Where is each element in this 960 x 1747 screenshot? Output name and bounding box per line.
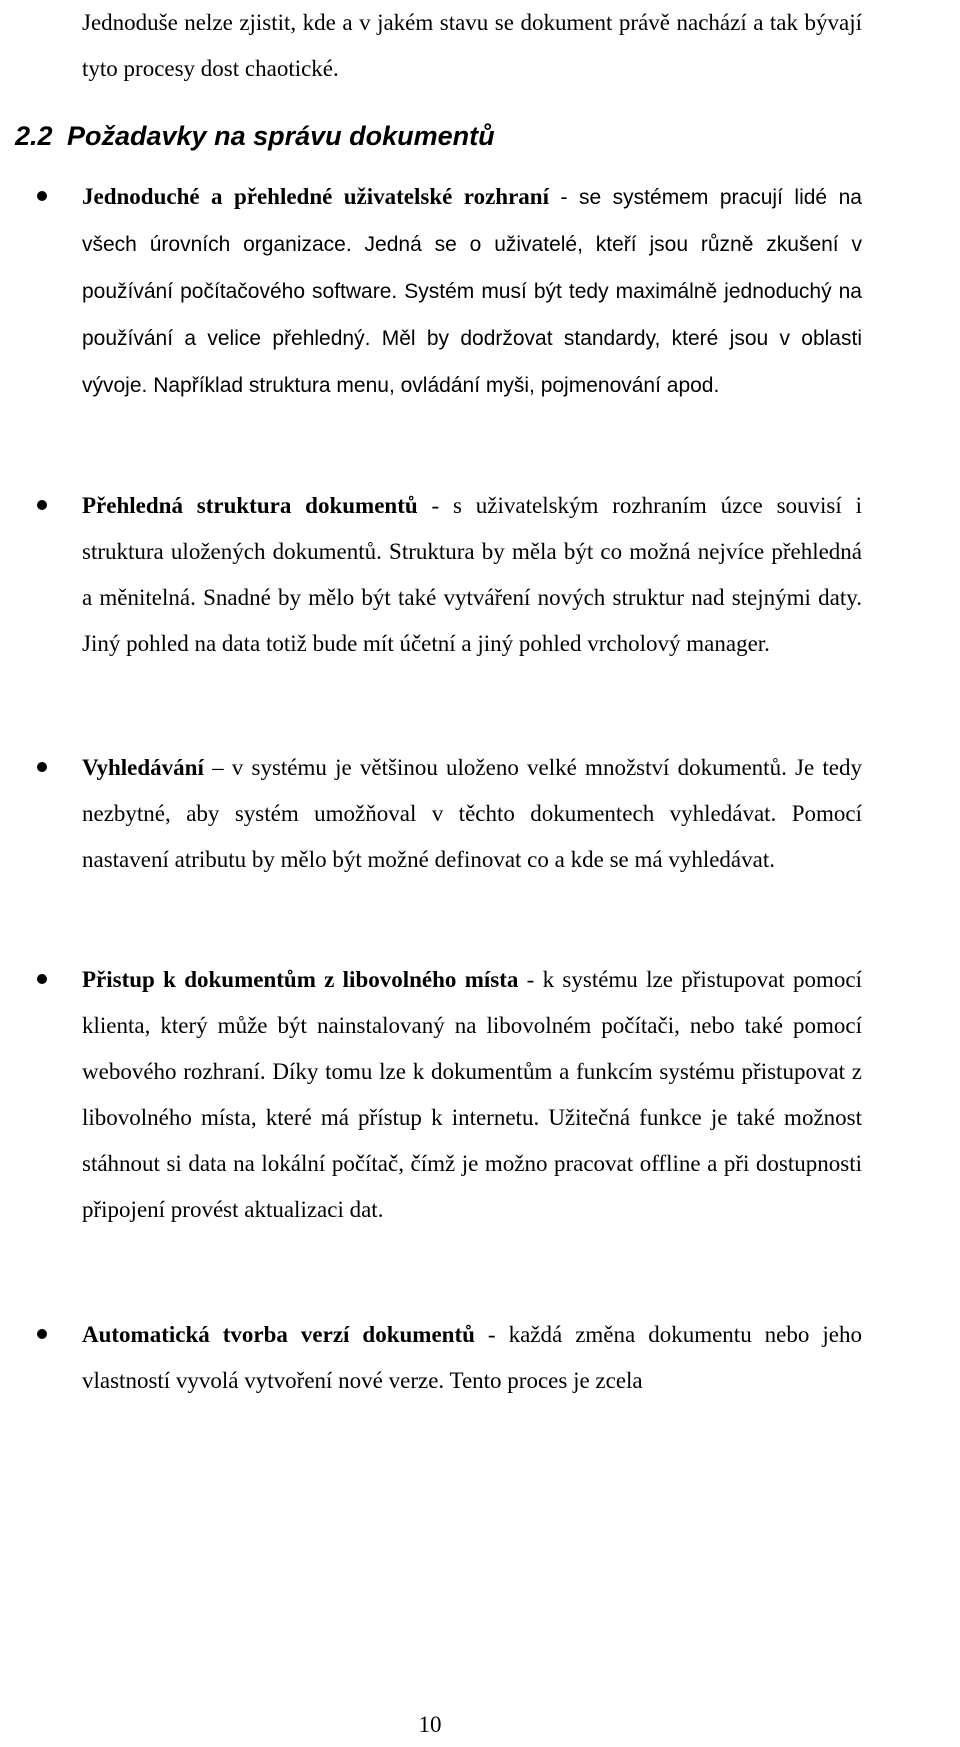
bullet-text: - se systémem pracují xyxy=(548,186,795,209)
bullet-title: Jednoduché a přehledné uživatelské rozhraní xyxy=(82,184,549,209)
page-number: 10 xyxy=(418,1712,442,1737)
bullet-text: – v systému je většinou uloženo velké množství dokumentů. Je tedy nezbytné, aby systém umožňoval v těchto dokumentech vyhledávat. Pomocí nastavení atributu by mělo být možné definovat co a kde se má vyhledávat. xyxy=(82,755,862,872)
bullet-title: Automatická tvorba verzí dokumentů xyxy=(82,1322,475,1347)
bullet-text: - k systému lze přistupovat pomocí klienta, který může být nainstalovaný na libovolném počítači, nebo také pomocí webového rozhraní. Díky tomu lze k dokumentům a funkcím systému přistupovat z libovolného místa, které má přístup k internetu. Užitečná funkce je také možnost stáhnout si data na lokální počítač, čímž je možno pracovat offline a při dostupnosti připojení provést aktualizaci dat. xyxy=(82,967,862,1222)
bullet-icon xyxy=(37,1329,47,1339)
list-item xyxy=(82,174,862,409)
bullet-icon xyxy=(37,974,47,984)
list-item xyxy=(82,745,862,883)
bullet-icon xyxy=(37,191,47,201)
bullet-icon xyxy=(37,500,47,510)
intro-paragraph: Jednoduše nelze zjistit, kde a v jakém stavu se dokument právě nachází a tak bývají tyto procesy dost chaotické. xyxy=(82,10,862,81)
section-number: 2.2 xyxy=(15,121,53,151)
list-item xyxy=(82,483,862,667)
bullet-text: - s uživatelským rozhraním úzce souvisí i struktura uložených dokumentů. Struktura by měla být co možná nejvíce přehledná a měnitelná. Snadné by mělo být také vytváření nových struktur nad stejnými daty. Jiný pohled na data totiž bude mít účetní a jiný pohled vrcholový manager. xyxy=(82,493,863,656)
bullet-title: Přehledná struktura dokumentů xyxy=(82,493,418,518)
bullet-title: Vyhledávání xyxy=(82,755,204,780)
list-item xyxy=(82,957,862,1233)
list-item xyxy=(82,1312,862,1404)
bullet-title: Přistup k dokumentům z libovolného místa xyxy=(82,967,519,992)
bullet-text-continued: lidé na všech úrovních organizace. Jedná se o uživatelé, kteří jsou různě zkušení v používání počítačového software. Systém musí být tedy maximálně jednoduchý na používání a velice přehledný. Měl by dodržovat standardy, které jsou v oblasti vývoje. Například struktura menu, ovládání myši, pojmenování apod. xyxy=(82,186,862,397)
bullet-text: - každá změna dokumentu nebo jeho vlastností vyvolá vytvoření nové verze. Tento proces je zcela xyxy=(82,1322,862,1393)
bullet-icon xyxy=(37,762,47,772)
section-title: Požadavky na správu dokumentů xyxy=(67,121,495,151)
